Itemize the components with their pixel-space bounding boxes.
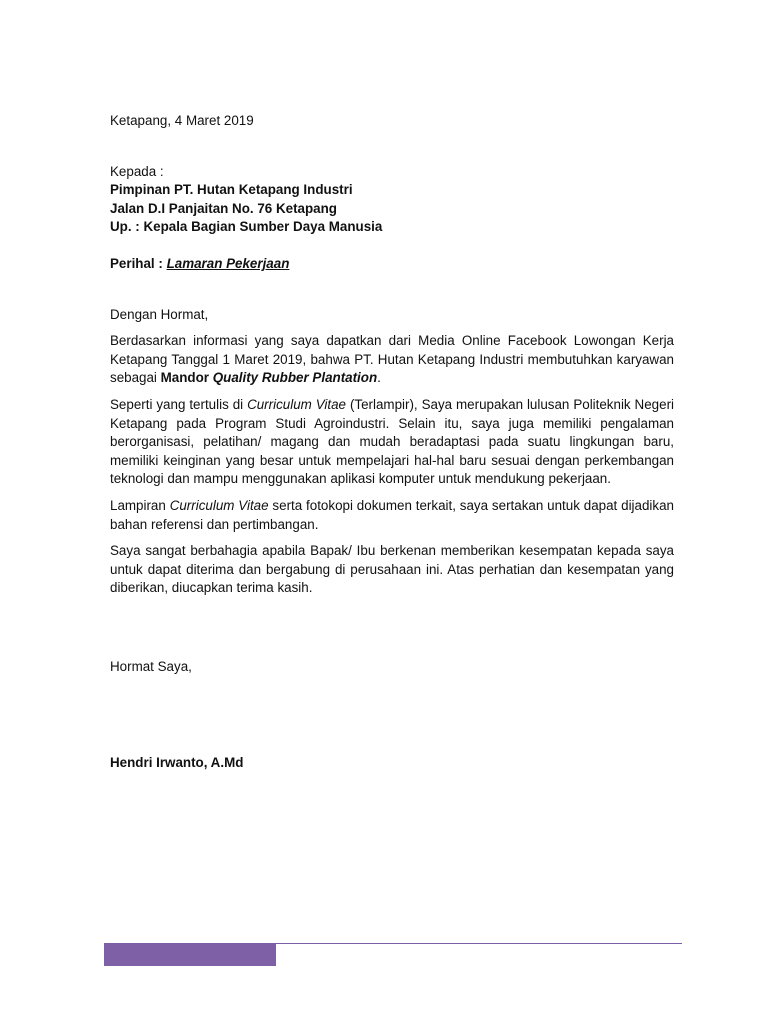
paragraph-source — [110, 332, 674, 388]
subject-line — [110, 255, 674, 274]
position-name: Quality Rubber Plantation — [212, 370, 378, 386]
to-label: Kepada : — [110, 163, 164, 179]
letter-body — [110, 112, 674, 786]
paragraph-attachment-rest: serta fotokopi dokumen terkait, saya sertakan untuk dapat dijadikan bahan referensi dan pertimbangan. — [110, 497, 674, 532]
paragraph-qualifications — [110, 396, 674, 489]
position-title: Mandor — [160, 370, 213, 386]
recipient-address: Jalan D.I Panjaitan No. 76 Ketapang — [110, 200, 337, 216]
paragraph-qualifications-rest: (Terlampir), Saya merupakan lulusan Politeknik Negeri Ketapang pada Program Studi Agroindustri. Selain itu, saya juga memiliki pengalaman berorganisasi, pelatihan/ magang dan mudah beradaptasi pada suatu lingkungan baru, memiliki keinginan yang besar untuk mempelajari hal-hal baru sesuai dengan perkembangan teknologi dan mampu menggunakan aplikasi komputer untuk mendukung pekerjaan. — [110, 396, 674, 487]
salutation: Dengan Hormat, — [110, 306, 209, 322]
subject-label: Perihal : — [110, 255, 167, 271]
footer-accent-bar — [104, 944, 276, 966]
paragraph-qualifications-start: Seperti yang tertulis di — [110, 396, 248, 412]
date-line: Ketapang, 4 Maret 2019 — [110, 113, 254, 128]
paragraph-source-text: Berdasarkan informasi yang saya dapatkan dari Media Online Facebook Lowongan Kerja Ketapang Tanggal 1 Maret 2019, bahwa PT. Hutan Ketapang Industri membutuhkan karyawan sebagai — [110, 333, 674, 386]
subject-text: Lamaran Pekerjaan — [166, 255, 290, 271]
signature-name: Hendri Irwanto, A.Md — [110, 755, 244, 771]
paragraph-closing: Saya sangat berbahagia apabila Bapak/ Ibu berkenan memberikan kesempatan kepada saya untuk dapat diterima dan bergabung di perusahaan ini. Atas perhatian dan kesempatan yang diberikan, diucapkan terima kasih. — [110, 543, 674, 596]
paragraph-attachment-start: Lampiran — [110, 497, 170, 513]
paragraph-attachment — [110, 497, 674, 534]
cv-term: Curriculum Vitae — [169, 497, 269, 513]
paragraph-source-end: . — [377, 370, 381, 386]
recipient-block — [110, 163, 674, 237]
cv-term: Curriculum Vitae — [247, 396, 347, 412]
recipient-attention: Up. : Kepala Bagian Sumber Daya Manusia — [110, 219, 383, 235]
closing-line: Hormat Saya, — [110, 658, 192, 674]
recipient-name: Pimpinan PT. Hutan Ketapang Industri — [110, 182, 353, 198]
